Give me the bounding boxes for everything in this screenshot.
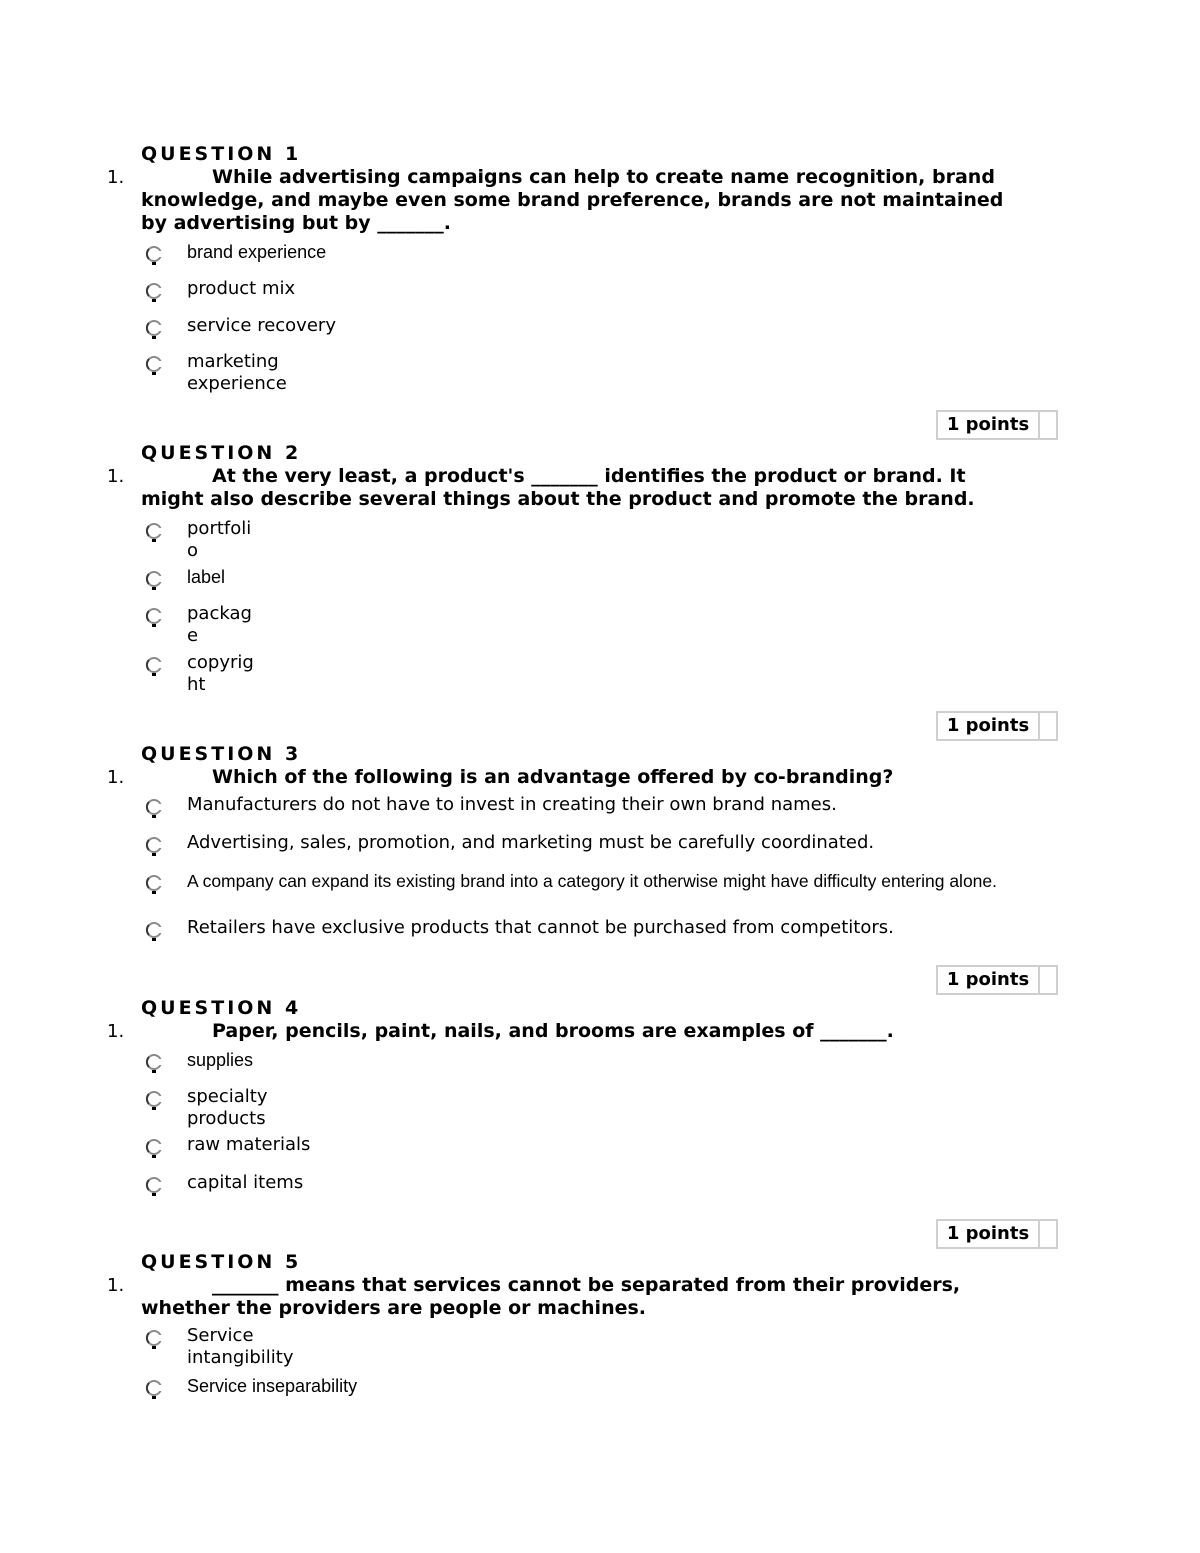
radio-icon[interactable] — [143, 796, 165, 818]
question-1-choice-4[interactable] — [143, 351, 307, 395]
question-1-choice-3[interactable] — [143, 315, 336, 339]
choice-label: Manufacturers do not have to invest in creating their own brand names. — [187, 794, 837, 815]
question-4-choice-2[interactable] — [143, 1086, 287, 1130]
question-1-choice-1[interactable] — [143, 241, 326, 265]
question-4-title: QUESTION 4 — [141, 997, 302, 1019]
choice-label: specialty products — [187, 1086, 268, 1129]
choice-label: Retailers have exclusive products that cannot be purchased from competitors. — [187, 917, 894, 938]
question-3-choice-1[interactable] — [143, 794, 837, 818]
question-3-choice-2[interactable] — [143, 832, 874, 856]
question-5-choice-1[interactable] — [143, 1325, 317, 1369]
radio-icon[interactable] — [143, 243, 165, 265]
radio-icon[interactable] — [143, 280, 165, 302]
radio-icon[interactable] — [143, 1327, 165, 1349]
question-2-title: QUESTION 2 — [141, 442, 302, 464]
question-2-choice-3[interactable] — [143, 603, 259, 647]
question-4-number: 1. — [107, 1021, 125, 1042]
points-value: 1 points — [938, 713, 1040, 739]
question-2-stem: At the very least, a product's _______ identifies the product or brand. It might also describe several things about the product and promote the brand. — [141, 465, 975, 510]
points-box — [1040, 967, 1056, 993]
choice-label: package — [187, 603, 252, 646]
radio-icon[interactable] — [143, 353, 165, 375]
choice-label: copyright — [187, 652, 254, 695]
question-5-number: 1. — [107, 1275, 125, 1296]
choice-label: brand experience — [187, 242, 327, 262]
radio-icon[interactable] — [143, 919, 165, 941]
question-1-number: 1. — [107, 167, 125, 188]
question-1-choice-2[interactable] — [143, 278, 295, 302]
radio-icon[interactable] — [143, 1174, 165, 1196]
question-3-stem: Which of the following is an advantage offered by co-branding? — [212, 766, 894, 788]
question-5-stem: _______ means that services cannot be separated from their providers, whether the providers are people or machines. — [141, 1274, 961, 1319]
points-value: 1 points — [938, 1221, 1040, 1247]
choice-label: label — [187, 567, 226, 587]
question-2-choice-1[interactable] — [143, 518, 259, 562]
question-2-points — [936, 711, 1058, 741]
question-5-title: QUESTION 5 — [141, 1251, 302, 1273]
radio-icon[interactable] — [143, 1377, 165, 1399]
points-box — [1040, 412, 1056, 438]
radio-icon[interactable] — [143, 1051, 165, 1073]
radio-icon[interactable] — [143, 568, 165, 590]
question-1-title: QUESTION 1 — [141, 143, 302, 165]
question-2-number: 1. — [107, 466, 125, 487]
question-4-points — [936, 1219, 1058, 1249]
choice-label: product mix — [187, 278, 296, 299]
question-3-choice-4[interactable] — [143, 917, 894, 941]
question-2-choice-4[interactable] — [143, 652, 263, 696]
choice-label: service recovery — [187, 315, 336, 336]
points-box — [1040, 1221, 1056, 1247]
question-3-points — [936, 965, 1058, 995]
radio-icon[interactable] — [143, 605, 165, 627]
question-3-number: 1. — [107, 767, 125, 788]
question-4-choice-3[interactable] — [143, 1134, 310, 1158]
question-4-choice-4[interactable] — [143, 1172, 303, 1196]
question-2-choice-2[interactable] — [143, 566, 225, 590]
choice-label: Service inseparability — [187, 1376, 358, 1396]
radio-icon[interactable] — [143, 317, 165, 339]
radio-icon[interactable] — [143, 520, 165, 542]
question-5-choice-2[interactable] — [143, 1375, 357, 1399]
question-4-stem: Paper, pencils, paint, nails, and brooms are examples of _______. — [212, 1020, 894, 1042]
radio-icon[interactable] — [143, 1088, 165, 1110]
radio-icon[interactable] — [143, 872, 165, 894]
radio-icon[interactable] — [143, 654, 165, 676]
choice-label: portfolio — [187, 518, 252, 561]
choice-label: Service intangibility — [187, 1325, 294, 1368]
choice-label: raw materials — [187, 1134, 311, 1155]
radio-icon[interactable] — [143, 1136, 165, 1158]
choice-label: marketing experience — [187, 351, 287, 394]
question-1-points — [936, 410, 1058, 440]
choice-label: A company can expand its existing brand into a category it otherwise might have difficulty entering alone. — [187, 871, 998, 891]
radio-icon[interactable] — [143, 834, 165, 856]
question-4-choice-1[interactable] — [143, 1049, 253, 1073]
points-value: 1 points — [938, 412, 1040, 438]
points-value: 1 points — [938, 967, 1040, 993]
points-box — [1040, 713, 1056, 739]
question-1-stem: While advertising campaigns can help to create name recognition, brand knowledge, and maybe even some brand preference, brands are not maintained by advertising but by _______. — [141, 166, 1004, 234]
choice-label: capital items — [187, 1172, 304, 1193]
question-3-title: QUESTION 3 — [141, 743, 302, 765]
choice-label: supplies — [187, 1050, 254, 1070]
question-3-choice-3[interactable] — [143, 870, 1047, 894]
choice-label: Advertising, sales, promotion, and marketing must be carefully coordinated. — [187, 832, 875, 853]
